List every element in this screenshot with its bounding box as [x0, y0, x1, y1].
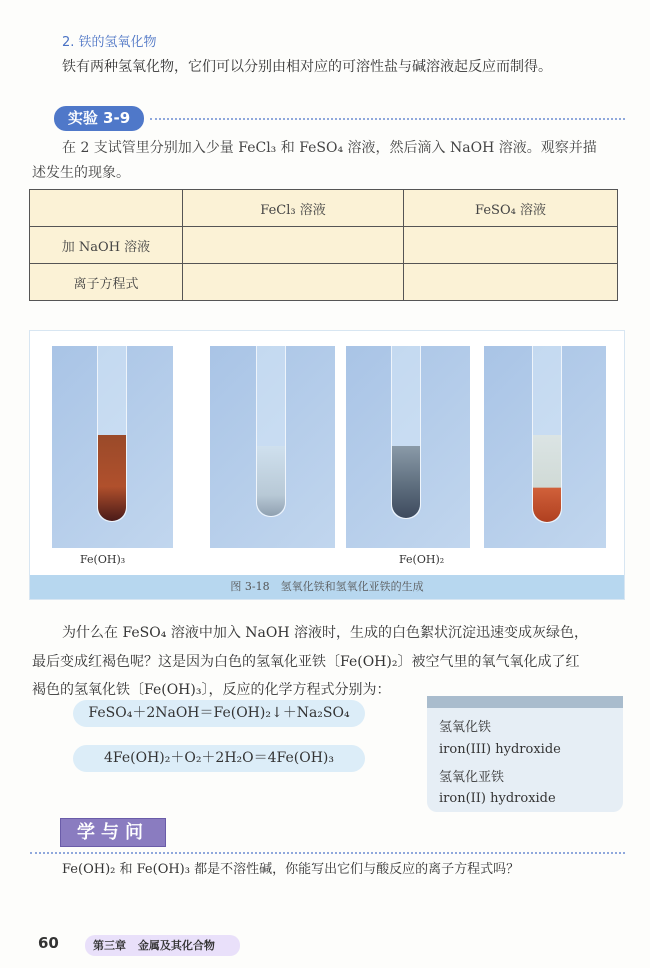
test-tube [391, 346, 421, 519]
study-question: Fe(OH)₂ 和 Fe(OH)₃ 都是不溶性碱，你能写出它们与酸反应的离子方程式吗？ [62, 862, 520, 877]
paragraph-line2: 最后变成红褐色呢？这是因为白色的氢氧化亚铁〔Fe(OH)₂〕被空气里的氧气氧化成了红 [32, 654, 580, 670]
dotted-divider [30, 852, 625, 854]
chapter-label: 第三章 金属及其化合物 [85, 935, 240, 956]
figure-caption: 图 3-18 氢氧化铁和氢氧化亚铁的生成 [30, 575, 624, 599]
figure-3-18 [29, 330, 625, 600]
test-tube [256, 346, 286, 517]
row-label: 离子方程式 [30, 264, 183, 301]
table-row [30, 227, 618, 264]
label-feoh2: Fe(OH)₂ [399, 553, 445, 566]
table-cell[interactable] [404, 264, 618, 301]
paragraph-line3: 褐色的氢氧化铁〔Fe(OH)₃〕，反应的化学方程式分别为： [32, 682, 391, 698]
test-tube [532, 346, 562, 523]
page-number: 60 [38, 934, 59, 952]
table-row [30, 264, 618, 301]
glossary-term: iron(III) hydroxide [439, 742, 561, 757]
glossary-box [427, 696, 623, 812]
experiment-badge: 实验 3-9 [54, 106, 144, 131]
section-heading: 2. 铁的氢氧化物 [62, 35, 157, 50]
table-cell [30, 190, 183, 227]
table-header-row [30, 190, 618, 227]
intro-text: 铁有两种氢氧化物，它们可以分别由相对应的可溶性盐与碱溶液起反应而制得。 [62, 59, 552, 75]
table-header: FeSO₄ 溶液 [404, 190, 618, 227]
observation-table [29, 189, 618, 301]
table-cell[interactable] [404, 227, 618, 264]
glossary-header-band [427, 696, 623, 708]
paragraph-line1: 为什么在 FeSO₄ 溶液中加入 NaOH 溶液时，生成的白色絮状沉淀迅速变成灰绿色， [62, 625, 588, 641]
table-cell[interactable] [183, 264, 404, 301]
experiment-text-line2: 述发生的现象。 [32, 165, 130, 181]
table-header: FeCl₃ 溶液 [183, 190, 404, 227]
glossary-term: 氢氧化铁 [439, 720, 492, 735]
photo-test-tube-grey-green [346, 346, 470, 548]
experiment-text-line1: 在 2 支试管里分别加入少量 FeCl₃ 和 FeSO₄ 溶液，然后滴入 NaOH 溶液。观察并描 [62, 140, 597, 156]
glossary-term: iron(II) hydroxide [439, 791, 556, 806]
label-feoh3: Fe(OH)₃ [80, 553, 126, 566]
glossary-term: 氢氧化亚铁 [439, 770, 505, 785]
photo-test-tube-red-brown [484, 346, 606, 548]
test-tube [97, 346, 127, 522]
study-question-badge: 学与问 [60, 818, 166, 847]
photo-test-tube-white-precipitate [210, 346, 335, 548]
table-cell[interactable] [183, 227, 404, 264]
equation-1: FeSO₄＋2NaOH＝Fe(OH)₂↓＋Na₂SO₄ [73, 700, 365, 727]
equation-2: 4Fe(OH)₂＋O₂＋2H₂O＝4Fe(OH)₃ [73, 745, 365, 772]
row-label: 加 NaOH 溶液 [30, 227, 183, 264]
dotted-divider [150, 118, 625, 120]
photo-test-tube-feoh3 [52, 346, 173, 548]
